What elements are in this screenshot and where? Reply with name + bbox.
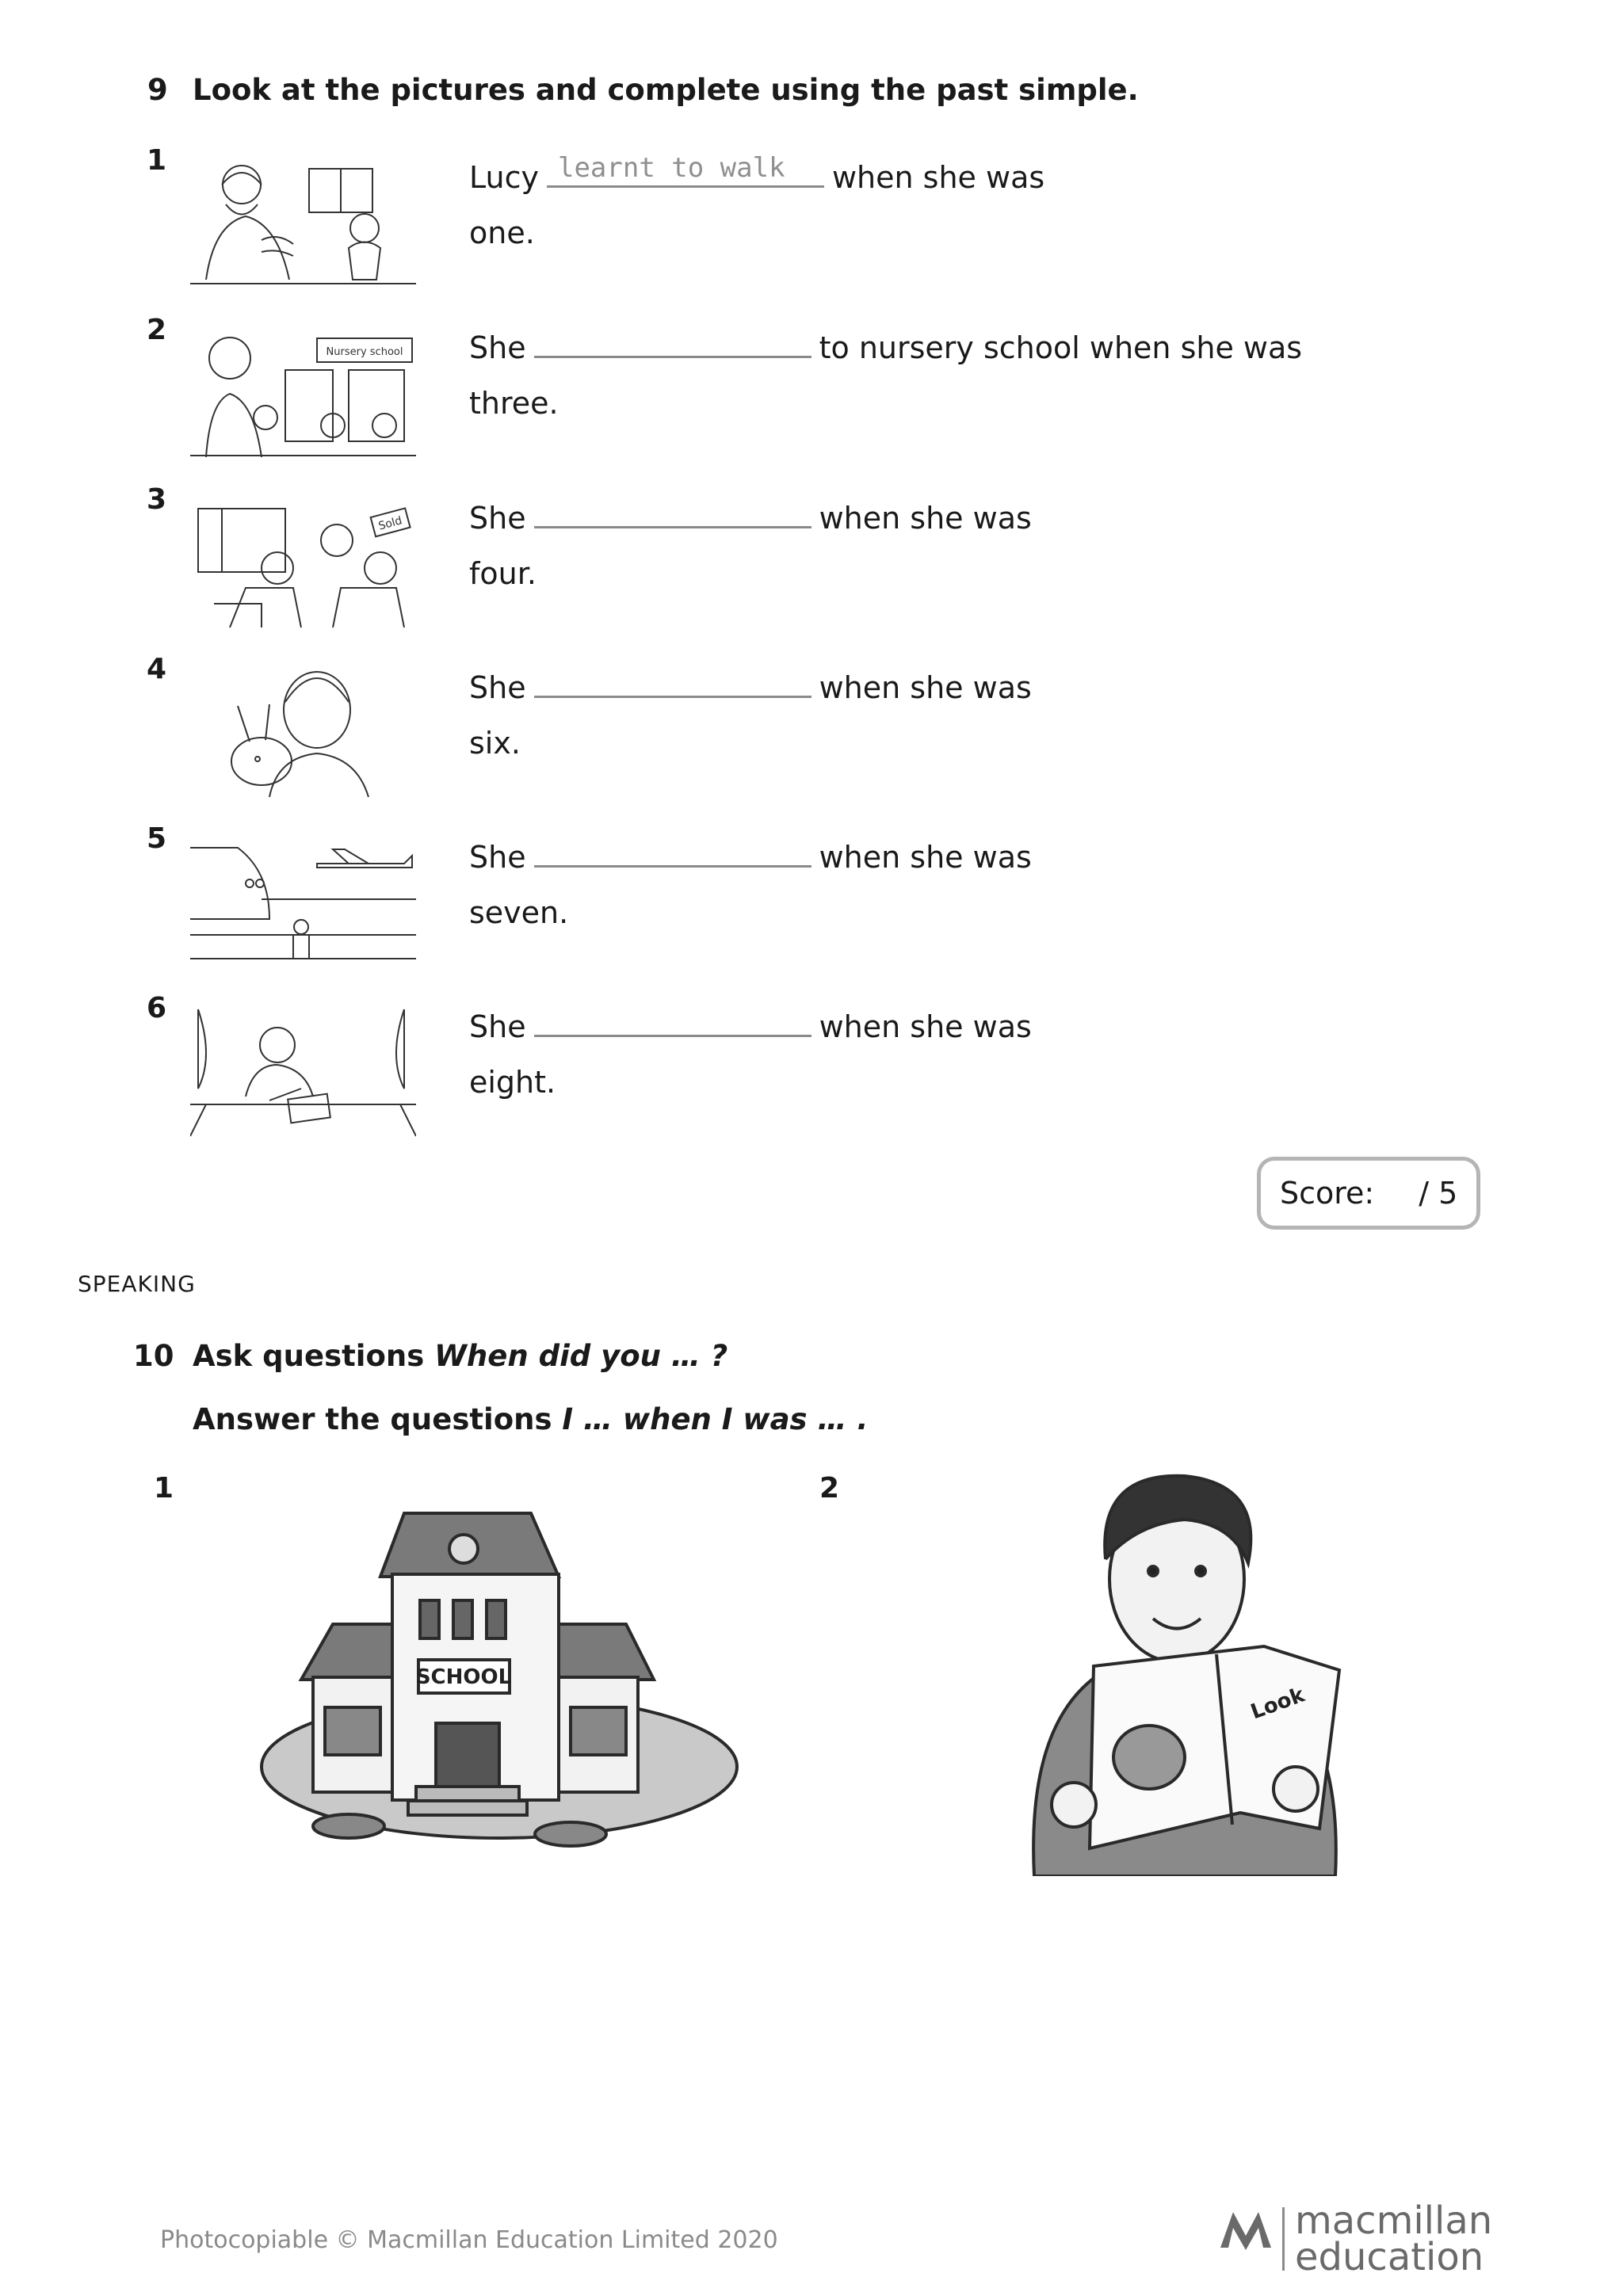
sold-sign: Sold [376,514,404,533]
item-number: 5 [147,822,167,855]
picture-number: 1 [154,1472,174,1505]
picture-girl-writing [190,994,416,1152]
score-box[interactable] [1257,1157,1480,1230]
picture-moving-house [190,485,416,643]
item-2-answer-blank[interactable] [534,329,812,358]
section-heading-speaking: SPEAKING [78,1271,196,1297]
score-max: / 5 [1419,1176,1458,1211]
item-6-subject: She [469,1009,526,1044]
picture-airport [190,824,416,982]
picture-lucy-walking [190,145,416,303]
item-3-end: when she was [819,501,1032,536]
nursery-sign: Nursery school [326,346,403,358]
exercise-9-title: Look at the pictures and complete using the past simple. [193,73,1139,107]
copyright-footer: Photocopiable © Macmillan Education Limited 2020 [160,2226,778,2254]
item-6-end: when she was [819,1009,1032,1044]
item-5-subject: She [469,840,526,875]
item-number: 3 [147,483,167,516]
item-number: 2 [147,314,167,346]
exercise-10-number: 10 [133,1339,174,1373]
item-2-continuation: three. [469,386,559,421]
score-label: Score: [1280,1176,1375,1211]
exercise-9-number: 9 [147,73,168,107]
item-3-sentence [469,499,1032,536]
item-1-continuation: one. [469,215,535,250]
item-number: 1 [147,144,167,177]
item-4-answer-blank[interactable] [534,669,812,698]
item-2-end: to nursery school when she was [819,330,1303,365]
item-5-end: when she was [819,840,1032,875]
item-1-end: when she was [831,160,1045,195]
item-5-continuation: seven. [469,895,569,930]
item-3-subject: She [469,501,526,536]
item-4-sentence [469,669,1032,705]
item-1-answer-blank[interactable] [547,152,824,188]
exercise-10-instruction-1: Ask questions When did you … ? [193,1339,728,1373]
item-1-sentence [469,152,1045,195]
item-2-subject: She [469,330,526,365]
item-4-end: when she was [819,670,1032,705]
picture-boy-reading [1018,1472,1351,1876]
item-6-continuation: eight. [469,1065,556,1100]
picture-number: 2 [819,1472,840,1505]
item-2-sentence [469,329,1302,365]
picture-nursery-school [190,315,416,473]
picture-girl-with-rabbit [190,654,416,813]
item-5-answer-blank[interactable] [534,838,812,868]
brand-name-line1: macmillan [1295,2199,1493,2243]
brand-name-line2: education [1295,2235,1484,2279]
item-1-subject: Lucy [469,160,539,195]
item-3-continuation: four. [469,556,537,591]
macmillan-logo-icon [1219,2204,1274,2252]
item-number: 6 [147,992,167,1024]
item-1-answer: learnt to walk [557,152,785,184]
logo-divider [1282,2207,1285,2271]
item-6-answer-blank[interactable] [534,1008,812,1037]
item-4-continuation: six. [469,726,521,761]
item-5-sentence [469,838,1032,875]
school-sign: SCHOOL [415,1665,512,1689]
exercise-10-instruction-2: Answer the questions I … when I was … . [193,1402,869,1436]
picture-school-building [246,1470,753,1866]
item-6-sentence [469,1008,1032,1044]
item-3-answer-blank[interactable] [534,499,812,528]
item-4-subject: She [469,670,526,705]
item-number: 4 [147,653,167,685]
book-cover-text: Look [1247,1683,1308,1725]
